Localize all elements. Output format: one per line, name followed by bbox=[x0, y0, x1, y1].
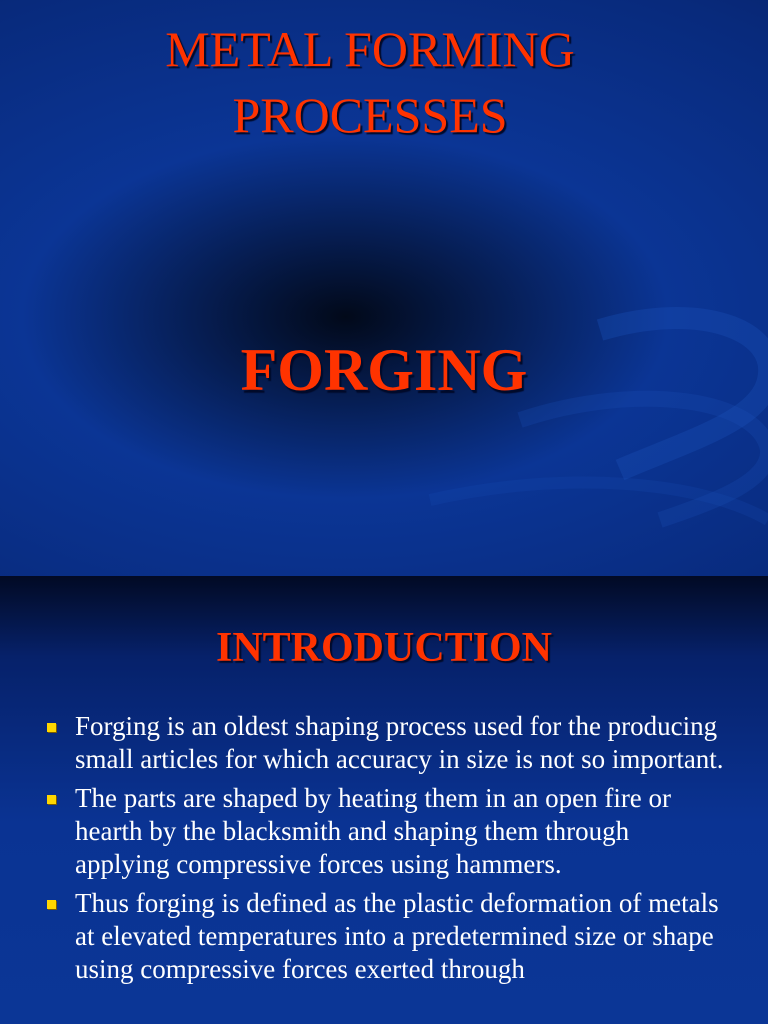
title-line-1: METAL FORMING bbox=[165, 21, 575, 77]
title-line-2: PROCESSES bbox=[232, 87, 508, 143]
bullet-item bbox=[0, 710, 768, 776]
square-bullet-icon bbox=[47, 723, 56, 732]
bullet-text: The parts are shaped by heating them in an open fire or hearth by the blacksmith and shaping them through applying compressive forces using hammers. bbox=[75, 783, 672, 879]
bullet-list bbox=[0, 710, 768, 992]
bullet-text: Thus forging is defined as the plastic deformation of metals at elevated temperatures into a predetermined size or shape using compressive forces exerted through bbox=[75, 888, 719, 984]
bullet-text: Forging is an oldest shaping process used for the producing small articles for which accuracy in size is not so important. bbox=[75, 711, 724, 774]
bullet-item bbox=[0, 887, 768, 986]
slide-title-heading bbox=[0, 16, 740, 148]
introduction-heading: INTRODUCTION bbox=[215, 625, 553, 671]
square-bullet-icon bbox=[47, 900, 56, 909]
square-bullet-icon bbox=[47, 795, 56, 804]
slide-introduction bbox=[0, 576, 768, 1024]
slide-subtitle: FORGING bbox=[240, 337, 528, 403]
bullet-item bbox=[0, 782, 768, 881]
